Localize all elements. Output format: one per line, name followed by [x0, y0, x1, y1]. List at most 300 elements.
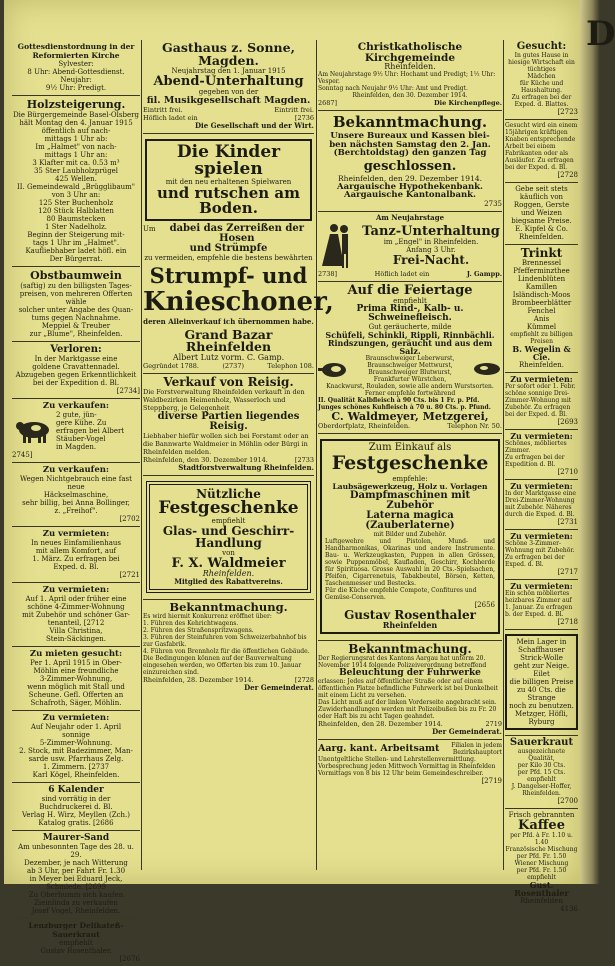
- ad-text: Mitglied des Rabattvereins.: [174, 576, 283, 586]
- ad-line: tenanteil, [2712: [47, 619, 105, 627]
- ad-text: Die Forstverwaltung Rheinfelden verkauft in den Waldbezirken Heimenholz, Wasserloch und Steppberg, je Gelegenheit: [143, 387, 305, 412]
- ad-verloren: [12, 342, 140, 399]
- frame: [320, 439, 500, 634]
- ad-title: Lenzburger Delikateß-Sauerkraut: [28, 921, 124, 939]
- ad-text: Am Neujahrstage 9½ Uhr: Hochamt und Predigt; 1½ Uhr: Vesper.: [318, 71, 496, 85]
- ad-text: Ferner empfehle fortwährend: [364, 389, 456, 397]
- ad-text: Frisch gebrannten: [508, 811, 575, 819]
- ad-date: Rheinfelden, 28. Dezember 1914.: [143, 676, 254, 684]
- ad-line: 3. Führen der Steinfuhren vom Schweizerbahnhof bis zur Gasfabrik.: [143, 634, 307, 648]
- ad-line: Abzugeben gegen Erkenntlichkeit: [15, 371, 137, 379]
- ad-vermieten-3-zimmer: [505, 530, 578, 580]
- ad-line: Exped. d. Bl.: [53, 563, 99, 571]
- ad-lines: [505, 490, 578, 518]
- ad-headline: Frei-Nacht.: [392, 253, 470, 267]
- ad-number: 2745]: [12, 451, 33, 459]
- ad-headline: Knieschoner,: [143, 286, 334, 317]
- ad-city: Rheinfelden.: [384, 62, 436, 71]
- ad-line: Die Bürgergemeinde Basel-Olsberg hält Montag den 4. Januar 1915 öffentlich auf nach-: [13, 111, 139, 135]
- ad-line: II. Gemeindewald „Brügglibaum": [16, 183, 136, 191]
- ad-line: Stein-Säckingen.: [45, 635, 107, 643]
- ad-title: Trinkt: [520, 246, 563, 260]
- ad-line: tags 1 Uhr im „Halmet".: [32, 239, 120, 247]
- ad-line: 9½ Uhr: Predigt.: [45, 84, 107, 92]
- ad-text: Frankfurter Würstchen,: [373, 375, 447, 383]
- ad-line: Kamillen: [525, 283, 558, 291]
- ad-text: Braunschweiger Mettwurst,: [367, 361, 453, 369]
- ad-line: Per sofort oder 1. Febr. schöne sonnige Drei-Zimmer-Wohnung mit Zubehör. Zu erfragen bei der Exped. d. Bl.: [505, 383, 576, 418]
- ad-title: Zu mieten gesucht:: [29, 649, 123, 659]
- ad-line: sehr billig, bei Anna Bollinger,: [22, 499, 130, 507]
- ad-number: 2687]: [318, 99, 338, 107]
- ad-vermieten-heizbares-zimmer: [505, 580, 578, 630]
- ad-lines: [12, 60, 140, 92]
- ad-text: Das Licht muß auf der linken Vorderseite angebracht sein. Zuwiderhandlungen werden mit Polizeibußen bis zu Fr. 20 oder Haft bis zu acht Tagen geahndet.: [318, 698, 497, 720]
- ad-text: Dampfmaschinen mit Zubehör: [349, 489, 471, 511]
- ad-line: Auf 1. April oder früher eine: [25, 595, 127, 603]
- ad-lines: [509, 638, 574, 726]
- ad-line: Der Bürgerrat.: [49, 255, 103, 263]
- telephone: Telephon Nr. 50.: [447, 421, 502, 430]
- ad-line: Anis: [533, 315, 550, 323]
- ad-line: 35 Ster Laubholzprügel: [33, 167, 119, 175]
- ad-lines: [505, 832, 578, 881]
- ad-line: Schafroth, Säger, Möhlin.: [30, 699, 122, 707]
- ad-text: Braunschweiger Blutwurst,: [368, 368, 452, 376]
- ad-number: [2693: [557, 418, 578, 426]
- ad-line: für Küche und Haushaltung.: [519, 80, 564, 94]
- ad-line: zu 40 Cts. die Strange: [517, 686, 566, 702]
- ad-lines: [12, 595, 140, 643]
- shop-city: Rheinfelden.: [519, 361, 564, 369]
- ornamental-frame: [146, 481, 311, 593]
- ad-line: geht zur Neige.: [513, 662, 570, 670]
- ad-line: Brombeerblätter: [511, 299, 572, 307]
- ad-line: 3-Zimmer-Wohnung,: [39, 675, 113, 683]
- ad-line: empfiehlt: [527, 874, 556, 881]
- dancing-couple-icon: [318, 222, 360, 270]
- ad-line: mittags 1 Uhr ab:: [44, 135, 108, 143]
- ad-line: In der Marktgasse eine Drei-Zimmer-Wohnung mit Zubehör. Näheres durch die Exped. d. Bl.: [505, 490, 576, 518]
- ad-title: 6 Kalender: [48, 785, 104, 795]
- ad-line: Scheune. Gefl. Offerten an: [28, 691, 124, 699]
- ad-line: Zu erfragen bei der Expedition d. Bl.: [505, 454, 565, 468]
- ad-text: ben nächsten Samstag den 2. Jan.: [329, 139, 491, 150]
- ad-line: Kümmel: [526, 323, 557, 331]
- ad-subtitle: Beleuchtung der Fuhrwerke: [339, 667, 481, 678]
- ad-line: von 3 Uhr an:: [51, 191, 101, 199]
- ad-line: 1. Zimmern. [2737: [42, 763, 110, 771]
- ad-number: 2719: [485, 719, 502, 728]
- ad-text: II. Qualität Kalbfleisch à 90 Cts. bis 1 Fr. p. Pfd.: [318, 396, 480, 404]
- ad-text: mit den neu erhaltenen Spielwaren: [165, 177, 292, 186]
- ad-line: Kaufliebhaber ladet höfl. ein: [25, 247, 127, 255]
- ad-text: Für die Küche empfehle Compote, Confitures und Gemüse-Conserven.: [325, 586, 477, 601]
- ad-lines: [505, 383, 578, 418]
- ad-title: Aarg. kant. Arbeitsamt: [318, 742, 440, 754]
- ad-line: Zu erfragen bei der Exped. d. Blattes.: [511, 94, 572, 108]
- ad-verkauf-reisig: [143, 374, 314, 476]
- founded: Gegründet 1788.: [143, 361, 199, 370]
- ad-line: die billigen Preise: [509, 678, 574, 686]
- ad-line: und Weizen: [520, 209, 563, 217]
- entry-right: Eintritt frei.: [274, 105, 314, 114]
- ad-lines: [12, 355, 140, 387]
- ad-line: 2 gute, jün-: [56, 411, 97, 419]
- ad-obstbaumwein: [12, 267, 140, 342]
- ad-line: Fenchel: [527, 307, 556, 315]
- ad-line: erfragen bei Albert: [56, 427, 125, 435]
- ad-headline: und rutschen am Boden.: [156, 183, 300, 217]
- ad-line: in Magden.: [56, 443, 97, 451]
- ad-line: sonnige: [62, 731, 90, 739]
- ad-vermieten-5-zimmer: [12, 711, 140, 783]
- ad-text: Bezirkshauptort: [452, 748, 502, 756]
- ad-line: Villa Christina,: [49, 627, 103, 635]
- ad-signature: J. Gampp.: [466, 269, 502, 278]
- sausage-icon: [472, 360, 502, 378]
- ad-text: mit Bilder und Zubehör.: [373, 530, 447, 538]
- ad-title: Zu vermieten:: [42, 529, 110, 539]
- ad-line: empfiehlt: [59, 939, 93, 947]
- shop-name: B. Wegelin & Cie.: [512, 344, 571, 362]
- ad-line: per Pfd. à Fr. 1.10 u. 1.40: [510, 832, 573, 846]
- ad-date: Rheinfelden, den 28. Dezember 1914.: [318, 719, 443, 728]
- ad-tanz-unterhaltung: [318, 212, 502, 282]
- ad-number: [2728: [557, 171, 578, 179]
- ad-line: Isländisch-Moos: [512, 291, 571, 299]
- ad-text: Handlung: [195, 535, 262, 550]
- ad-text: im „Engel" in Rheinfelden.: [383, 238, 479, 246]
- ad-text: Luftgewehre und Pistolen, Mund- und Handharmonikas, Okarinas und andere Instrumente. Bau- u. Werkzeugkasten, Puppen in allen Grössen, sowie Puppenmöbel, Kaufladen, Geschirr, Kochherde für Spirituosa. Grosse Auswahl in 20 Cts.-Spielsachen, Pfeifen, Cigarrenetuis, Tabakbeutel, Börsen, Ketten, Taschenmesser und Bestecks.: [325, 537, 495, 587]
- ad-title: Gottesdienstordnung in der Reformierten Kirche: [17, 42, 135, 60]
- ad-line: noch zu benutzen.: [509, 702, 574, 710]
- ad-lines: [12, 659, 140, 707]
- ad-text: zu vermeiden, empfehle die bestens bewährten: [144, 253, 313, 262]
- ad-text: Anfang 3 Uhr.: [406, 246, 456, 254]
- shop-city: Rheinfelden: [520, 897, 563, 905]
- ad-signature: Die Kirchenpflege.: [434, 99, 502, 107]
- ad-signature: Der Gemeinderat.: [432, 726, 502, 736]
- ad-number: 2735: [484, 199, 502, 208]
- ad-festgeschenke-rosenthaler: [318, 434, 502, 641]
- shop-city: Rheinfelden.: [202, 568, 255, 578]
- ad-line: Buchdruckerei d. Bl.: [39, 803, 113, 811]
- ad-gesucht-maedchen: [505, 40, 578, 120]
- shop-name: F. X. Waldmeier: [171, 555, 286, 571]
- ad-number: [2731: [557, 518, 578, 526]
- ad-headline: Prima Rind-, Kalb- u. Schweinefleisch.: [356, 303, 464, 323]
- ad-lines: [12, 111, 140, 263]
- ad-text: Der Regierungsrat des Kantons Aargau hat unterm 20. November 1914 folgende Polizeiverordnung betreffend: [318, 654, 487, 669]
- ad-text: Glas- und Geschirr-: [162, 523, 295, 538]
- ad-line: J. Dangelser-Hoffer,: [511, 783, 572, 790]
- ad-number: [2728: [294, 676, 314, 684]
- ad-title: Zu vermieten:: [510, 374, 573, 384]
- ad-title: Bekanntmachung.: [332, 113, 488, 131]
- ad-line: per Pfd. Fr. 1.50: [516, 853, 567, 860]
- ad-line: Gustav Rosenthaler.: [40, 947, 112, 955]
- ad-line: zur „Blume", Rheinfelden.: [29, 330, 123, 338]
- bank-name: Aargauische Kantonalbank.: [343, 190, 476, 200]
- ad-text: Gut geräucherte, milde: [368, 322, 452, 331]
- ad-text: Laubsägewerkzeug, Holz u. Vorlagen: [332, 481, 488, 491]
- ad-line: Verlag H. Wirz, Meyllen (Zch.): [22, 811, 130, 819]
- ad-line: 425 Wellen.: [55, 175, 97, 183]
- ad-vermieten-moebliertes-zimmer: [505, 430, 578, 480]
- ad-lines: [12, 939, 140, 955]
- ad-strick-wolle: [505, 630, 578, 736]
- ad-text: Nützliche: [196, 486, 261, 501]
- ad-line: Beginn der Steigerung mit-: [27, 231, 125, 239]
- ad-roggen-gerste: [505, 183, 578, 245]
- ad-headline: geschlossen.: [363, 158, 457, 174]
- ad-verkaufen-haeckselmaschine: [12, 463, 140, 527]
- ad-line: Stäuber-Vogel: [56, 435, 106, 443]
- bank-name: Aargauische Hypothekenbank.: [336, 181, 483, 192]
- ad-number: [2733: [294, 455, 314, 464]
- ad-line: Dezember, je nach Witterung: [24, 859, 128, 867]
- column-1: [12, 40, 140, 966]
- ad-christkatholische-kirchgemeinde: [318, 40, 502, 111]
- ad-line: Josef Vogel, Rheinfelden.: [31, 907, 121, 915]
- ad-text: Zum Einkauf als: [368, 441, 452, 453]
- ad-line: Die Bedingungen können auf der Bauverwaltung eingesehen werden, wo Offerten bis zum 10. Januar einzureichen sind.: [143, 655, 302, 676]
- ad-line: schöne 4-Zimmer-Wohnung: [27, 603, 125, 611]
- ad-lines: [505, 440, 578, 468]
- ad-line: Katalog gratis. [2686: [38, 819, 114, 827]
- ad-title: Zu verkaufen:: [42, 401, 110, 411]
- ad-title: Bekanntmachung.: [348, 641, 472, 656]
- ad-number: [2700: [557, 797, 578, 805]
- headline-box: [145, 139, 312, 221]
- ad-lines: [505, 185, 578, 241]
- ad-vermieten-einfamilienhaus: [12, 527, 140, 583]
- ad-line: Strick-Wolle: [520, 654, 563, 662]
- ad-line: z. „Freihof".: [54, 507, 98, 515]
- ad-signature: Die Gesellschaft und der Wirt.: [194, 120, 314, 130]
- ad-text: Junges schönes Kuhfleisch à 70 u. 80 Cts. p. Pfund.: [318, 403, 491, 411]
- ad-line: preisen, von mehreren Offerten wähle: [19, 290, 133, 306]
- shop-name: Grand Bazar Rheinfelden: [184, 326, 273, 354]
- ad-line: Schaffhauser: [518, 646, 565, 654]
- ad-text: Schüfeli, Schinkli, Rippli, Rinnbächli.: [325, 329, 495, 340]
- ad-title: Zu vermieten:: [42, 585, 110, 595]
- ad-line: 80 Baumstecken: [46, 215, 106, 223]
- ad-line: Rheinfelden.: [519, 233, 564, 241]
- ad-line: 5-Zimmer-Wohnung.: [39, 739, 113, 747]
- ad-headline: Die Kinder spielen: [176, 141, 281, 179]
- ad-gottesdienst: [12, 40, 140, 96]
- ad-line: Metzger, Höfli, Ryburg: [515, 710, 568, 726]
- ad-kaffee: [505, 809, 578, 916]
- shop-name: C. Waldmeyer, Metzgerei,: [331, 409, 489, 423]
- ad-line: Im „Halmet" von nach-: [35, 143, 117, 151]
- ad-title: Verkauf von Reisig.: [163, 374, 294, 389]
- ad-number: [2721: [119, 571, 140, 579]
- ad-lines: [12, 539, 140, 571]
- ad-line: per Pfd. 15 Cts.: [517, 769, 566, 776]
- ad-title: Gasthaus z. Sonne, Magden.: [162, 40, 295, 68]
- ad-number: [2723: [557, 108, 578, 116]
- ad-title: Zu vermieten:: [510, 531, 573, 541]
- ad-line: per Kilo 30 Cts.: [517, 762, 566, 769]
- ad-lines: [12, 795, 140, 827]
- ad-line: 8 Uhr: Abend-Gottesdienst.: [27, 68, 125, 76]
- ad-line: 2. Stock, mit Badezimmer, Man-: [19, 747, 133, 755]
- ad-lines: [12, 843, 140, 915]
- ad-line: 1. März. Zu erfragen bei: [32, 555, 120, 563]
- ad-line: Wiener Mischung: [514, 860, 569, 867]
- next-page-letter: D: [586, 14, 615, 54]
- ad-lines: [12, 723, 140, 779]
- ad-text: deren Alleinverkauf ich übernommen habe.: [143, 316, 314, 326]
- ad-line: 1. Führen des Kehrichtwagens.: [143, 620, 239, 627]
- ad-date: Rheinfelden, den 30. Dezember 1914.: [143, 455, 268, 464]
- ad-line: E. Kipfel & Co.: [515, 225, 568, 233]
- ad-line: tums gegen Nachnahme.: [31, 314, 121, 322]
- ad-line: Zu Oberhumm sich kaufen: [28, 891, 124, 899]
- ad-subtitle: diverse Partien liegendes Reisig.: [157, 410, 300, 432]
- shop-owner: Albert Lutz vorm. C. Gamp.: [172, 352, 285, 362]
- ad-text: Rindszungen, geräucht und aus dem Salz.: [327, 337, 493, 356]
- ad-line: 2. Führen des Straßenspritzwagens.: [143, 627, 254, 634]
- ad-line: Möhlin eine freundliche: [33, 667, 119, 675]
- ad-date: Rheinfelden, den 30. Dezember 1914.: [352, 92, 468, 99]
- ad-title: Maurer-Sand: [42, 833, 110, 843]
- ad-text: empfehle:: [392, 474, 428, 483]
- entry-left: Eintritt frei.: [143, 105, 183, 114]
- ad-number: [2710: [557, 468, 578, 476]
- ad-number: [2734]: [116, 387, 140, 395]
- ad-line: per Pfd. Fr. 1.50: [516, 867, 567, 874]
- ad-line: Sylvester:: [58, 60, 94, 68]
- ad-line: ausgezeichnete Qualität,: [517, 748, 566, 762]
- ad-title: Zu vermieten:: [42, 713, 110, 723]
- ad-line: sarde usw. Pfarrhaus Zelg.: [28, 755, 124, 763]
- ad-text: Am Neujahrstage: [375, 212, 445, 222]
- ad-text: Filialen in jedem: [451, 741, 502, 749]
- ad-sauerkraut-dangelser: [505, 736, 578, 809]
- ad-lines: [505, 540, 578, 568]
- ad-lines: [12, 282, 140, 338]
- ad-line: 1 Ster Nadelholz.: [44, 223, 108, 231]
- ad-number: 4136: [560, 905, 578, 913]
- ad-line: Pfefferminzthee: [513, 267, 570, 275]
- ad-vermieten-4-zimmer: [12, 583, 140, 647]
- ad-kalender: [12, 783, 140, 831]
- ad-line: wenn möglich mit Stall und: [27, 683, 125, 691]
- ad-trinkt-thee: [505, 245, 578, 373]
- cow-icon: [12, 418, 56, 444]
- ad-text: dabei das Zerreißen der Hosen: [169, 222, 304, 244]
- ad-line: Karl Kögel, Rheinfelden.: [32, 771, 120, 779]
- ad-maurer-sand: [12, 831, 140, 919]
- ad-text: empfiehlt: [211, 516, 246, 525]
- ad-line: solcher unter Angabe des Quan-: [18, 306, 134, 314]
- ad-verkaufen-kuehe: [12, 399, 140, 463]
- ad-line: goldene Cravattennadel.: [32, 363, 120, 371]
- column-rule: [141, 40, 142, 870]
- ad-holzsteigerung: [12, 96, 140, 267]
- ad-title: Sauerkraut: [509, 737, 574, 748]
- ad-lines: [505, 259, 578, 331]
- page-edge: [580, 0, 600, 884]
- ad-text: und Strümpfe: [189, 242, 268, 254]
- ham-icon: [318, 360, 348, 378]
- ad-line: mittags 1 Uhr an:: [44, 151, 108, 159]
- ad-text: empfiehlt zu billigen Preisen: [510, 331, 573, 345]
- ad-number: [2718: [557, 618, 578, 626]
- ad-line: mit Zubehör und schöner Gar-: [22, 611, 130, 619]
- shop-city: Rheinfelden: [382, 619, 438, 630]
- ad-line: 125 Ster Buchenholz: [38, 199, 114, 207]
- ad-date: Rheinfelden, den 29. Dezember 1914.: [338, 173, 482, 183]
- ad-text: Unsere Bureaux und Kassen blei-: [330, 131, 490, 141]
- ad-title: Zu vermieten:: [510, 431, 573, 441]
- ad-line: Französische Mischung: [505, 846, 578, 853]
- ad-lines: [56, 411, 124, 451]
- ad-line: in Meyer bei Eduard Jeck,: [29, 875, 123, 883]
- ad-headline: Tanz-Unterhaltung: [362, 224, 500, 239]
- ad-line: 3 Klafter mit ca. 0.53 m³: [32, 159, 120, 167]
- ad-society: fil. Musikgesellschaft Magden.: [146, 95, 311, 106]
- ad-number: [2717: [557, 568, 578, 576]
- ad-line: empfiehlt: [527, 776, 556, 783]
- ad-line: biegsame Preise.: [511, 217, 572, 225]
- ad-headline: Abend-Unterhaltung: [153, 74, 304, 89]
- ad-headline: Festgeschenke: [331, 451, 489, 474]
- ad-line: Gesucht wird ein einem 15jährigen kräftigen Knaben entsprechende Arbeit bei einem Fabrikanten oder als Ausläufer. Zu erfragen bei der Exped. d. Bl.: [505, 122, 578, 171]
- ad-line: Roggen, Gerste: [513, 201, 570, 209]
- ad-line: Zieinlinda zu verkaufen: [34, 899, 118, 907]
- ad-text: Höflich ladet ein: [143, 113, 198, 122]
- ad-text: von: [222, 548, 235, 557]
- ad-number: [2719: [481, 776, 502, 785]
- ad-date: Neujahrstag den 1. Januar 1915: [171, 67, 286, 75]
- ad-line: Wegen Nichtgebrauch eine fast neue: [20, 475, 132, 491]
- ad-lines: [12, 475, 140, 515]
- ad-bekanntmachung-konkurrenz: [143, 600, 314, 696]
- ad-title: Gesucht:: [516, 41, 567, 52]
- ad-address: Oberdorfplatz, Rheinfelden.: [318, 421, 411, 430]
- ad-text: gegeben von der: [198, 88, 259, 96]
- ad-line: Mein Lager in: [516, 638, 567, 646]
- ad-text: (Berchtoldstag) den ganzen Tag: [333, 148, 487, 158]
- ad-line: Häckselmaschine,: [43, 491, 109, 499]
- ad-headline: Strumpf- und: [149, 262, 308, 288]
- ad-line: Gebe seit stets käuflich von: [515, 185, 568, 201]
- ad-text: Laterna magica (Zauberlaterne): [365, 509, 455, 531]
- ad-line: Brennessel: [521, 259, 562, 267]
- ad-sauerkraut-lenzburger: [12, 919, 140, 966]
- ad-line: Lindenblüten: [517, 275, 566, 283]
- ad-line: bei der Expedition d. Bl.: [32, 379, 120, 387]
- ad-line: ab 3 Uhr, per Fahrt Fr. 1.30: [26, 867, 126, 875]
- ad-title: Christkatholische Kirchgemeinde: [357, 41, 463, 64]
- column-4: [505, 40, 578, 916]
- ad-line: Rheinfelden.: [522, 790, 561, 797]
- ad-text: Sonntag nach Neujahr 9½ Uhr: Amt und Predigt.: [318, 85, 468, 92]
- ad-line: gere Kühe. Zu: [56, 419, 107, 427]
- ad-auf-die-feiertage: [318, 282, 502, 434]
- column-rule: [503, 40, 504, 870]
- ad-text: Es wird hiermit Konkurrenz eröffnet über:: [143, 613, 272, 620]
- ad-festgeschenke-waldmeier: [143, 476, 314, 600]
- ad-number: [2702: [119, 515, 140, 523]
- ad-text: Um: [143, 224, 156, 233]
- ad-line: Schmiede. [2699: [46, 883, 106, 891]
